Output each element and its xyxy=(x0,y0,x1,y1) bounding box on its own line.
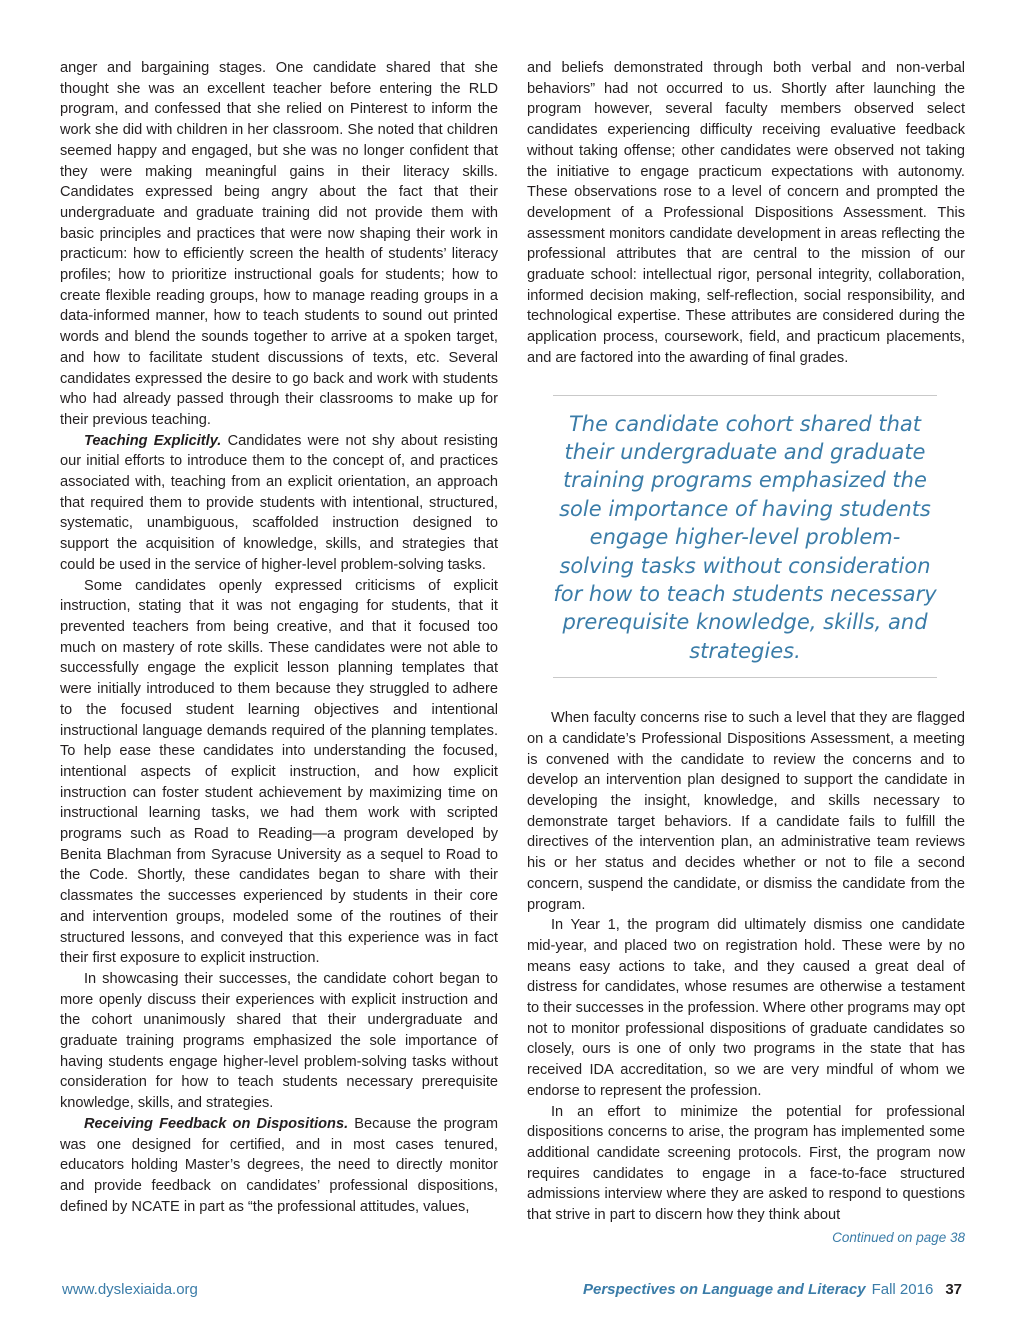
issue-label: Fall 2016 xyxy=(871,1281,934,1298)
body-paragraph: In Year 1, the program did ultimately dismiss one candidate mid-year, and placed two on registration hold. These were by no means easy actions to take, and they caused a great deal of distress for candidates, whose resumes are otherwise a testament to their successes in the profession. Where other programs may opt not to monitor professional dispositions of graduate candidates so closely, ours is one of only two programs in the state that has received IDA accreditation, so we are very mindful of whom we endorse to represent the profession. xyxy=(527,917,966,1099)
body-paragraph: Some candidates openly expressed criticisms of explicit instruction, stating that it was not engaging for students, that it prevented teachers from being creative, and that it focused too much on mastery of rote skills. These candidates were not able to successfully engage the explicit lesson planning templates that were initially introduced to them because they struggled to adhere to the focused student learning objectives and intentional instructional language demands required of the planning templates. To help ease these candidates into understanding the focused, intentional aspects of explicit instruction, and how explicit instruction can foster student achievement by maximizing time on instructional learning tasks, we had them work with scripted programs such as Road to Reading—a program developed by Benita Blachman from Syracuse University as a sequel to Road to the Code. Shortly, these candidates began to share with their classmates the successes experienced by students in their core and intervention groups, modeled some of the routines of their structured lessons, and conveyed that this experience was in fact their first exposure to explicit instruction. xyxy=(60,577,498,967)
paragraph-text: Because the program was one designed for certified, and in most cases tenured, educators holding Master’s degrees, the need to directly monitor and provide feedback on candidates’ professional dispositions, defined by NCATE in part as “the professional attitudes, values, xyxy=(60,1115,498,1215)
body-paragraph xyxy=(60,1114,498,1218)
paragraph-text: Candidates were not shy about resisting our initial efforts to introduce them to the concept of, and practices associated with, teaching from an explicit orientation, an approach that required them to provide students with intentional, structured, systematic, unambiguous, scaffolded instruction designed to support the acquisition of knowledge, skills, and strategies that could be used in the service of higher-level problem-solving tasks. xyxy=(60,432,498,573)
body-paragraph: and beliefs demonstrated through both verbal and non-verbal behaviors” had not occurred to us. Shortly after launching the program however, several faculty members observed select candidates experiencing difficulty receiving evaluative feedback without taking offense; other candidates were observed not taking the initiative to engage practicum expectations with autonomy. These observations rose to a level of concern and prompted the development of a Professional Dispositions Assessment. This assessment monitors candidate development in areas reflecting the professional attributes that are central to the mission of our graduate school: intellectual rigor, personal integrity, collaboration, informed decision making, self-reflection, social responsibility, and technological expertise. These attributes are considered during the application process, coursework, field, and practicum placements, and are factored into the awarding of final grades. xyxy=(527,60,965,366)
section-heading: Teaching Explicitly. xyxy=(84,432,222,449)
continued-note: Continued on page 38 xyxy=(832,1229,965,1245)
body-paragraph: When faculty concerns rise to such a level that they are flagged on a candidate’s Professional Dispositions Assessment, a meeting is convened with the candidate to review the concerns and to develop an intervention plan designed to support the candidate in developing the insight, knowledge, and skills necessary to demonstrate target behaviors. If a candidate fails to fulfill the directives of the intervention plan, an administrative team reviews his or her status and decides whether or not to file a second concern, suspend the candidate, or dismiss the candidate from the program. xyxy=(527,710,965,913)
pull-quote xyxy=(553,395,937,679)
left-column xyxy=(60,58,498,1217)
journal-title: Perspectives on Language and Literacy xyxy=(582,1281,866,1298)
footer-publication xyxy=(583,1281,962,1298)
body-paragraph: In showcasing their successes, the candidate cohort began to more openly discuss their experiences with explicit instruction and the cohort unanimously shared that their undergraduate and graduate training programs emphasized the sole importance of having students engage higher-level problem-solving tasks without consideration for how to teach students necessary prerequisite knowledge, skills, and strategies. xyxy=(60,970,498,1112)
footer-url[interactable]: www.dyslexiaida.org xyxy=(62,1281,198,1298)
pull-quote-text: The candidate cohort shared that their undergraduate and graduate training programs emphasized the sole importance of having students engage higher-level problem-solving tasks without consideration for how to teach students necessary prerequisite knowledge, skills, and strategies. xyxy=(553,411,937,663)
page-number: 37 xyxy=(945,1281,962,1298)
body-paragraph: In an effort to minimize the potential for professional dispositions concerns to arise, the program has implemented some additional candidate screening protocols. First, the program now requires candidates to engage in a face-to-face structured admissions interview where they are asked to respond to questions that strive in part to discern how they think about xyxy=(527,1103,965,1224)
section-heading: Receiving Feedback on Dispositions. xyxy=(84,1115,349,1132)
body-paragraph xyxy=(60,431,498,576)
body-paragraph: anger and bargaining stages. One candidate shared that she thought she was an excellent teacher before entering the RLD program, and confessed that she relied on Pinterest to inform the work she did with children in her classroom. She noted that children seemed happy and engaged, but she was no longer confident that they were making meaningful gains in their literacy skills. Candidates expressed being angry about the fact that their undergraduate and graduate training did not provide them with basic principles and practices that were now shaping their work in practicum: how to efficiently screen the health of students’ literacy profiles; how to prioritize instructional goals for students; how to create flexible reading groups, how to manage reading groups in a data-informed manner, how to teach students to sound out printed words and blend the sounds together to arrive at a spoken target, and how to facilitate student discussions of texts, etc. Several candidates expressed the desire to go back and work with students who had already passed through their classrooms to make up for their previous teaching. xyxy=(60,60,498,428)
right-column xyxy=(527,58,965,1248)
